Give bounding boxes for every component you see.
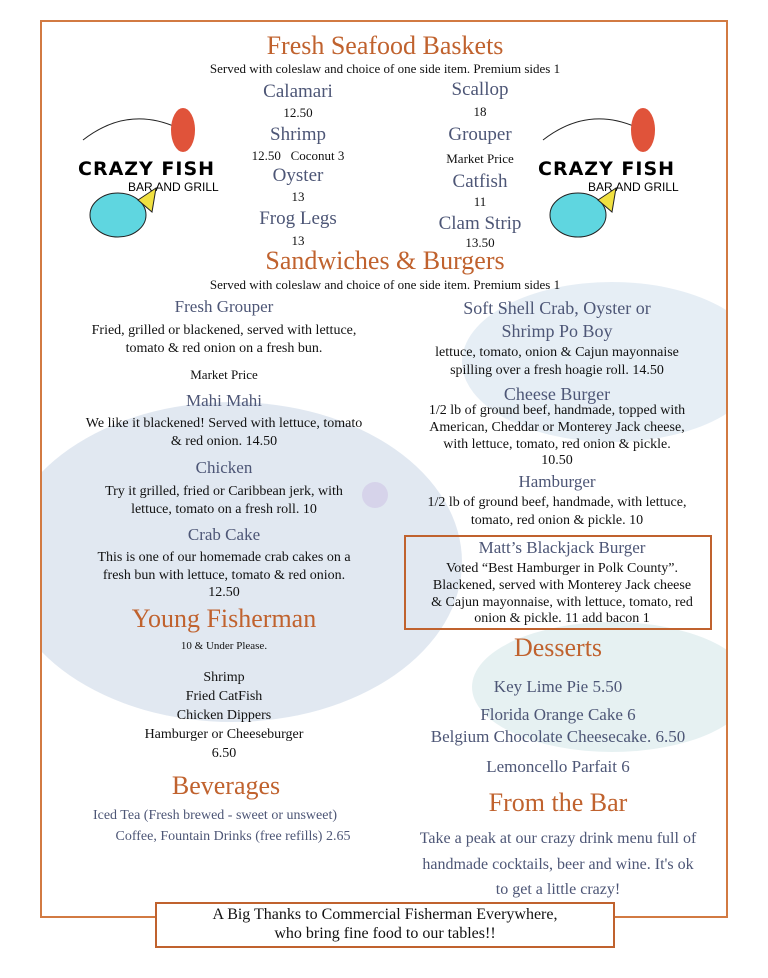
item-name: Oyster [272,165,324,186]
dessert-item: Lemoncello Parfait 6 [486,757,630,776]
item-price: 12.50 Coconut 3 [251,148,345,163]
item-price: 11 [473,194,487,209]
seafood-note: Served with coleslaw and choice of one side item. Premium sides 1 [209,61,561,76]
item-desc: 1/2 lb of ground beef, handmade, with lettuce, tomato, red onion & pickle. 10 [427,495,687,528]
item-name: Calamari [263,81,333,102]
item-price: 13 [291,189,305,204]
item-price: 13 [291,233,305,248]
item-price: Market Price [190,367,258,382]
item-name: Scallop [451,79,509,100]
desserts-title: Desserts [513,633,603,662]
item-desc: Fried, grilled or blackened, served with lettuce, tomato & red onion on a fresh bun. [91,323,357,356]
item-name: Fresh Grouper [174,297,274,316]
item-name: Chicken [195,458,253,477]
item-name: Hamburger [518,472,596,491]
dessert-item: Florida Orange Cake 6 [480,705,636,724]
item-desc: lettuce, tomato, onion & Cajun mayonnaise spilling over a fresh hoagie roll. 14.50 [435,345,679,378]
item-desc: Try it grilled, fried or Caribbean jerk, with lettuce, tomato on a fresh roll. 10 [105,484,343,517]
item-price: Market Price [446,151,514,166]
logo-left: CRAZY FISH BAR AND GRILL [78,100,238,250]
item-name: Frog Legs [259,208,337,229]
item-price: 18 [473,104,487,119]
bar-title: From the Bar [488,788,628,817]
item-desc: Voted “Best Hamburger in Polk County”. Blackened, served with Monterey Jack cheese & Cajun mayonnaise, with lettuce, tomato, red onion & pickle. 11 add bacon 1 [431,561,693,627]
sandwiches-note: Served with coleslaw and choice of one side item. Premium sides 1 [209,277,561,292]
item-name: Catfish [452,171,508,192]
young-title: Young Fisherman [131,604,317,633]
bar-text: Take a peak at our crazy drink menu full of handmade cocktails, beer and wine. It's ok to get a little crazy! [419,830,697,899]
item-name: Mahi Mahi [185,391,263,410]
sandwiches-title: Sandwiches & Burgers [265,246,505,275]
item-name: Crab Cake [187,525,261,544]
item-name: Soft Shell Crab, Oyster or Shrimp Po Boy [463,298,651,341]
seafood-title: Fresh Seafood Baskets [266,31,504,60]
item-name: Matt’s Blackjack Burger [478,538,646,557]
item-price: 12.50 [283,105,313,120]
item-name: Grouper [448,124,512,145]
young-items: Shrimp Fried CatFish Chicken Dippers Hamburger or Cheeseburger 6.50 [144,670,304,761]
item-price: 13.50 [465,235,495,250]
dessert-item: Key Lime Pie 5.50 [493,677,623,696]
dessert-item: Belgium Chocolate Cheesecake. 6.50 [430,727,686,746]
footer-text: A Big Thanks to Commercial Fisherman Everywhere, who bring fine food to our tables!! [212,906,558,943]
item-desc: We like it blackened! Served with lettuce, tomato & red onion. 14.50 [85,416,363,449]
item-name: Cheese Burger [503,384,611,404]
logo-right: CRAZY FISH BAR AND GRILL [538,100,698,250]
item-name: Shrimp [270,124,326,145]
item-desc: 1/2 lb of ground beef, handmade, topped with American, Cheddar or Monterey Jack cheese, with lettuce, tomato, red onion & pickle. 10.50 [428,403,686,469]
young-note: 10 & Under Please. [180,640,268,652]
item-desc: This is one of our homemade crab cakes on a fresh bun with lettuce, tomato & red onion. 12.50 [97,550,351,600]
beverages-title: Beverages [171,771,281,800]
item-name: Clam Strip [438,213,522,234]
watermark-fish-eye [362,482,388,508]
beverages-lines: Iced Tea (Fresh brewed - sweet or unsweet) Coffee, Fountain Drinks (free refills) 2.65 [92,808,351,844]
